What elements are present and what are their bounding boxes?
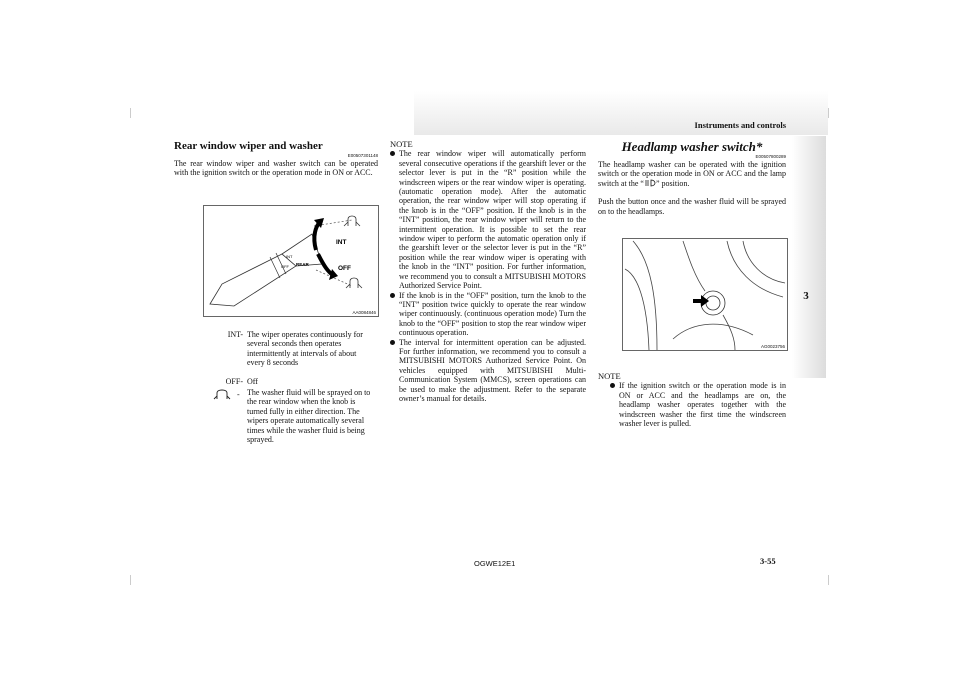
crop-mark — [828, 575, 829, 585]
list-item — [207, 388, 377, 448]
headlamp-washer-instruction: Push the button once and the washer fluid will be sprayed on to the headlamps. — [598, 197, 786, 216]
right-note — [598, 372, 786, 428]
chapter-tab — [792, 136, 826, 378]
note-item — [610, 381, 786, 428]
rear-wiper-figure — [203, 205, 379, 317]
switch-positions-list — [207, 330, 377, 460]
knob-label-rear: REAR — [296, 262, 309, 267]
list-item — [207, 377, 377, 387]
rear-wiper-title: Rear window wiper and washer — [174, 140, 323, 152]
knob-label-int: INT — [286, 254, 293, 259]
note-list — [390, 149, 586, 403]
figure-code: AA0084846 — [352, 310, 376, 315]
note-heading: NOTE — [598, 371, 621, 381]
figure-code: AG0023756 — [760, 344, 785, 349]
washer-icon — [213, 388, 233, 400]
list-item — [207, 330, 377, 370]
item-term: OFF- — [225, 377, 243, 386]
note-item — [390, 338, 586, 404]
note-heading: NOTE — [390, 139, 413, 149]
bullet-icon — [390, 340, 395, 345]
headlamp-icon — [644, 179, 656, 187]
item-desc: The washer fluid will be sprayed on to the rear window when the knob is turned fully in either direction. The wipers operate automatically several times while the washer fluid is being sprayed. — [247, 388, 371, 445]
item-term-suffix: - — [237, 390, 240, 399]
dashboard-illustration — [623, 239, 787, 350]
doc-code: OGWE12E1 — [474, 559, 516, 568]
note-list — [598, 381, 786, 428]
headlamp-washer-title: Headlamp washer switch* — [621, 139, 763, 154]
note-text: The rear window wiper will automatically perform several consecutive operations if the gearshift lever or the selector lever is put in the “R” position while the windscreen wipers or the rear window wiper is operating. (automatic operation mode). After the automatic operation, the rear window wiper will stop operating if the knob is in the “OFF” position. If the knob is in the “INT” position, the rear window wiper will return to the intermittent operation. It is possible to set the rear window wiper to perform the automatic operation only if the gearshift lever or the selector lever is put in the “R” position while the rear window wiper is operating with the knob in the “INT” position. For further information, we recommend you to consult a MITSUBISHI MOTORS Authorized Service Point. — [399, 149, 586, 291]
crop-mark — [828, 108, 829, 118]
note-text: If the knob is in the “OFF” position, turn the knob to the “INT” position twice quickly to operate the rear window wiper continuously. (continuous operation mode) Turn the knob to the “OFF” position to stop the rear window wiper continuous operation. — [399, 290, 586, 338]
intro-text: The headlamp washer can be operated with the ignition switch or the operation mode in ON or ACC and the lamp switch at the “ — [598, 160, 786, 188]
washer-icon — [346, 278, 362, 288]
knob-label-off: OFF — [281, 264, 289, 269]
intro-text: ” position. — [655, 178, 690, 188]
headlamp-washer-figure — [622, 238, 788, 351]
note-text: If the ignition switch or the operation mode is in ON or ACC and the headlamps are on, the headlamp washer operates together with the windscreen washer the first time the windscreen washer lever is pulled. — [619, 381, 786, 429]
right-column — [598, 140, 786, 216]
note-item — [390, 149, 586, 290]
section-code: E00507800289 — [755, 154, 786, 159]
section-code: E00507301148 — [347, 153, 378, 158]
chapter-number: 3 — [803, 290, 809, 302]
page-number: 3-55 — [760, 556, 776, 566]
figure-label-off: OFF — [338, 265, 351, 272]
item-desc: The wiper operates continuously for several seconds then operates intermittently at intervals of about every 8 seconds — [247, 330, 363, 368]
section-title: Instruments and controls — [694, 120, 786, 130]
wiper-lever-illustration — [204, 206, 378, 316]
bullet-icon — [390, 151, 395, 156]
headlamp-washer-intro — [598, 160, 786, 188]
figure-label-int: INT — [336, 239, 347, 246]
bullet-icon — [610, 383, 615, 388]
left-column — [174, 140, 378, 178]
crop-mark — [130, 108, 131, 118]
note-item — [390, 291, 586, 338]
middle-column — [390, 140, 586, 403]
rear-wiper-intro: The rear window wiper and washer switch can be operated with the ignition switch or the operation mode in ON or ACC. — [174, 159, 378, 178]
item-term: INT- — [227, 330, 243, 339]
item-desc: Off — [247, 377, 258, 386]
bullet-icon — [390, 293, 395, 298]
note-text: The interval for intermittent operation can be adjusted. For further information, we recommend you to consult a MITSUBISHI MOTORS Authorized Service Point. On vehicles equipped with MITSUBISHI Multi-Communication System (MMCS), screen operations can be used to make the adjustment. Refer to the separate owner’s manual for details. — [399, 337, 586, 403]
crop-mark — [130, 575, 131, 585]
